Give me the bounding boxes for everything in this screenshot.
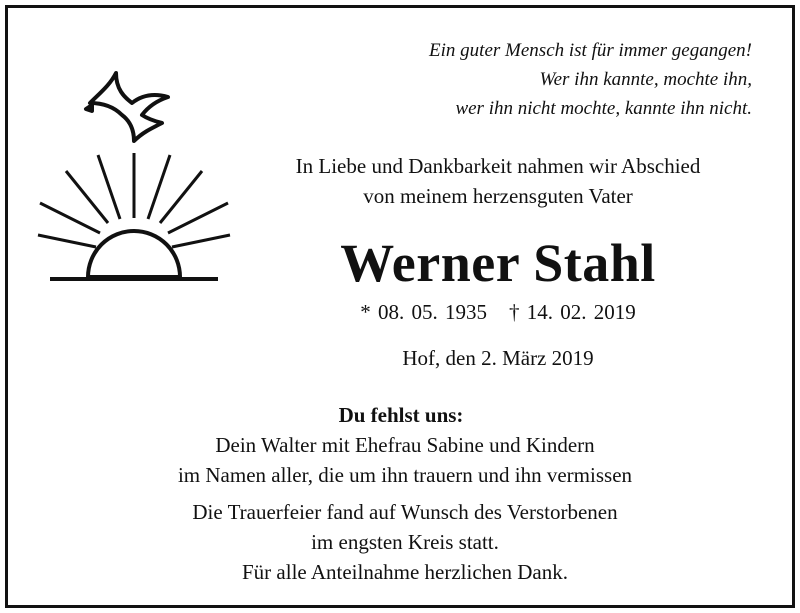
place-and-date: Hof, den 2. März 2019 — [402, 346, 594, 370]
motto-line-2: Wer ihn kannte, mochte ihn, — [539, 69, 752, 90]
mourners-heading: Du fehlst uns: — [338, 403, 464, 427]
motto — [429, 36, 752, 123]
funeral-line-1: Die Trauerfeier fand auf Wunsch des Verstorbenen — [192, 500, 618, 524]
dove-icon — [86, 73, 168, 141]
mourners-line-2: im Namen aller, die um ihn trauern und ihn vermissen — [177, 463, 633, 487]
mourners-block — [8, 400, 800, 490]
motto-line-3: wer ihn nicht mochte, kannte ihn nicht. — [455, 98, 752, 119]
sun-icon — [50, 231, 218, 279]
death-date: † 14. 02. 2019 — [509, 300, 636, 324]
intro-text — [238, 151, 758, 211]
dove-over-rising-sun-icon — [30, 63, 240, 288]
intro-line-1: In Liebe und Dankbarkeit nahmen wir Abschied — [295, 154, 701, 178]
motto-line-1: Ein guter Mensch ist für immer gegangen! — [429, 40, 752, 61]
funeral-line-3: Für alle Anteilnahme herzlichen Dank. — [242, 560, 568, 584]
birth-date: * 08. 05. 1935 — [360, 300, 487, 324]
obituary-frame — [5, 5, 795, 608]
intro-line-2: von meinem herzensguten Vater — [363, 184, 633, 208]
deceased-name: Werner Stahl — [340, 233, 656, 293]
mourners-line-1: Dein Walter mit Ehefrau Sabine und Kindern — [215, 433, 595, 457]
funeral-notice — [8, 497, 800, 587]
life-dates — [238, 298, 758, 326]
funeral-line-2: im engsten Kreis statt. — [311, 530, 499, 554]
